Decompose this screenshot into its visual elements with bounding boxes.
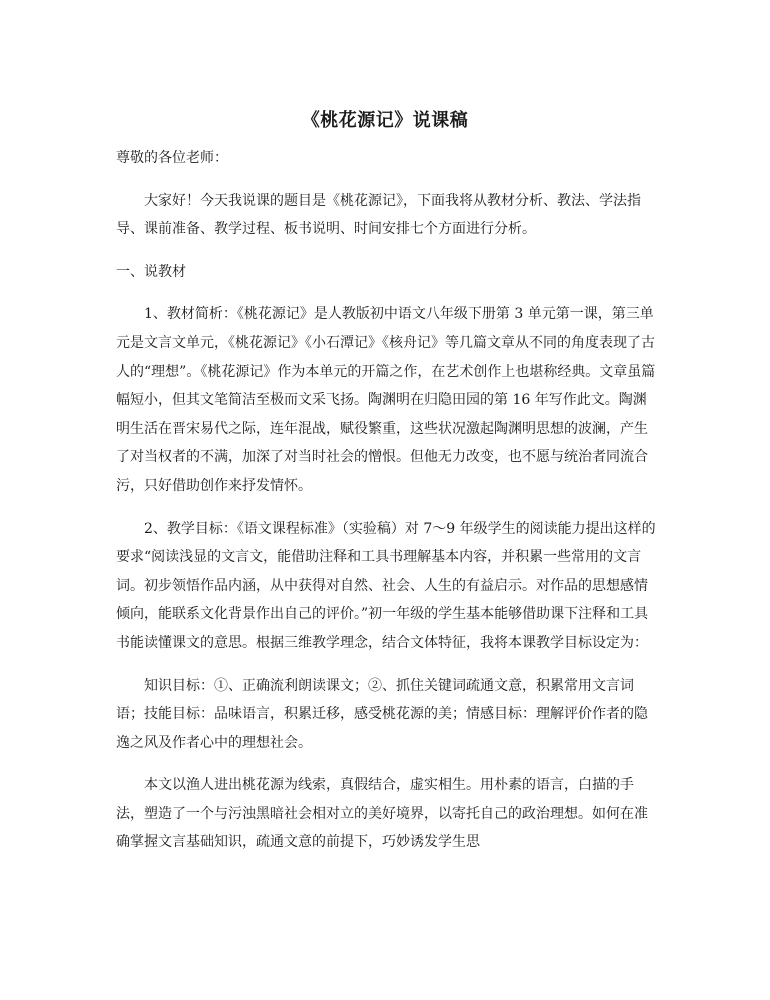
salutation: 尊敬的各位老师： xyxy=(116,150,228,166)
objectives-paragraph: 知识目标：①、正确流利朗读课文；②、抓住关键词疏通文意，积累常用文言词语；技能目标：品味语言，积累迁移，感受桃花源的美；情感目标：理解评价作者的隐逸之风及作者心中的理想社会。 xyxy=(116,677,648,751)
teaching-goals-paragraph: 2、教学目标：《语文课程标准》（实验稿）对 7～9 年级学生的阅读能力提出这样的要求“阅读浅显的文言文，能借助注释和工具书理解基本内容，并积累一些常用的文言词。初步领悟作品内涵，从中获得对自然、社会、人生的有益启示。对作品的思想感情倾向，能联系文化背景作出自己的评价。”初一年级的学生基本能够借助课下注释和工具书能读懂课文的意思。根据三维教学理念，结合文体特征，我将本课教学目标设定为： xyxy=(116,520,656,651)
section-heading-teaching-material: 一、说教材 xyxy=(116,263,186,280)
material-analysis-paragraph: 1、教材简析：《桃花源记》是人教版初中语文八年级下册第 3 单元第一课，第三单元是文言文单元，《桃花源记》《小石潭记》《核舟记》等几篇文章从不同的角度表现了古人的“理想”。《桃花源记》作为本单元的开篇之作，在艺术创作上也堪称经典。文章虽篇幅短小，但其文笔简洁至极而文采飞扬。陶渊明在归隐田园的第 16 年写作此文。陶渊明生活在晋宋易代之际，连年混战，赋役繁重，这些状况激起陶渊明思想的波澜，产生了对当权者的不满，加深了对当时社会的憎恨。但他无力改变，也不愿与统治者同流合污，只好借助创作来抒发情怀。 xyxy=(116,306,656,494)
document-title: 《桃花源记》说课稿 xyxy=(301,110,469,131)
intro-paragraph: 大家好！今天我说课的题目是《桃花源记》，下面我将从教材分析、教法、学法指导、课前准备、教学过程、板书说明、时间安排七个方面进行分析。 xyxy=(116,192,641,238)
text-analysis-paragraph: 本文以渔人进出桃花源为线索，真假结合，虚实相生。用朴素的语言，白描的手法，塑造了一个与污浊黑暗社会相对立的美好境界，以寄托自己的政治理想。如何在准确掌握文言基础知识，疏通文意的前提下，巧妙诱发学生思 xyxy=(116,777,648,851)
document-body xyxy=(116,144,658,857)
